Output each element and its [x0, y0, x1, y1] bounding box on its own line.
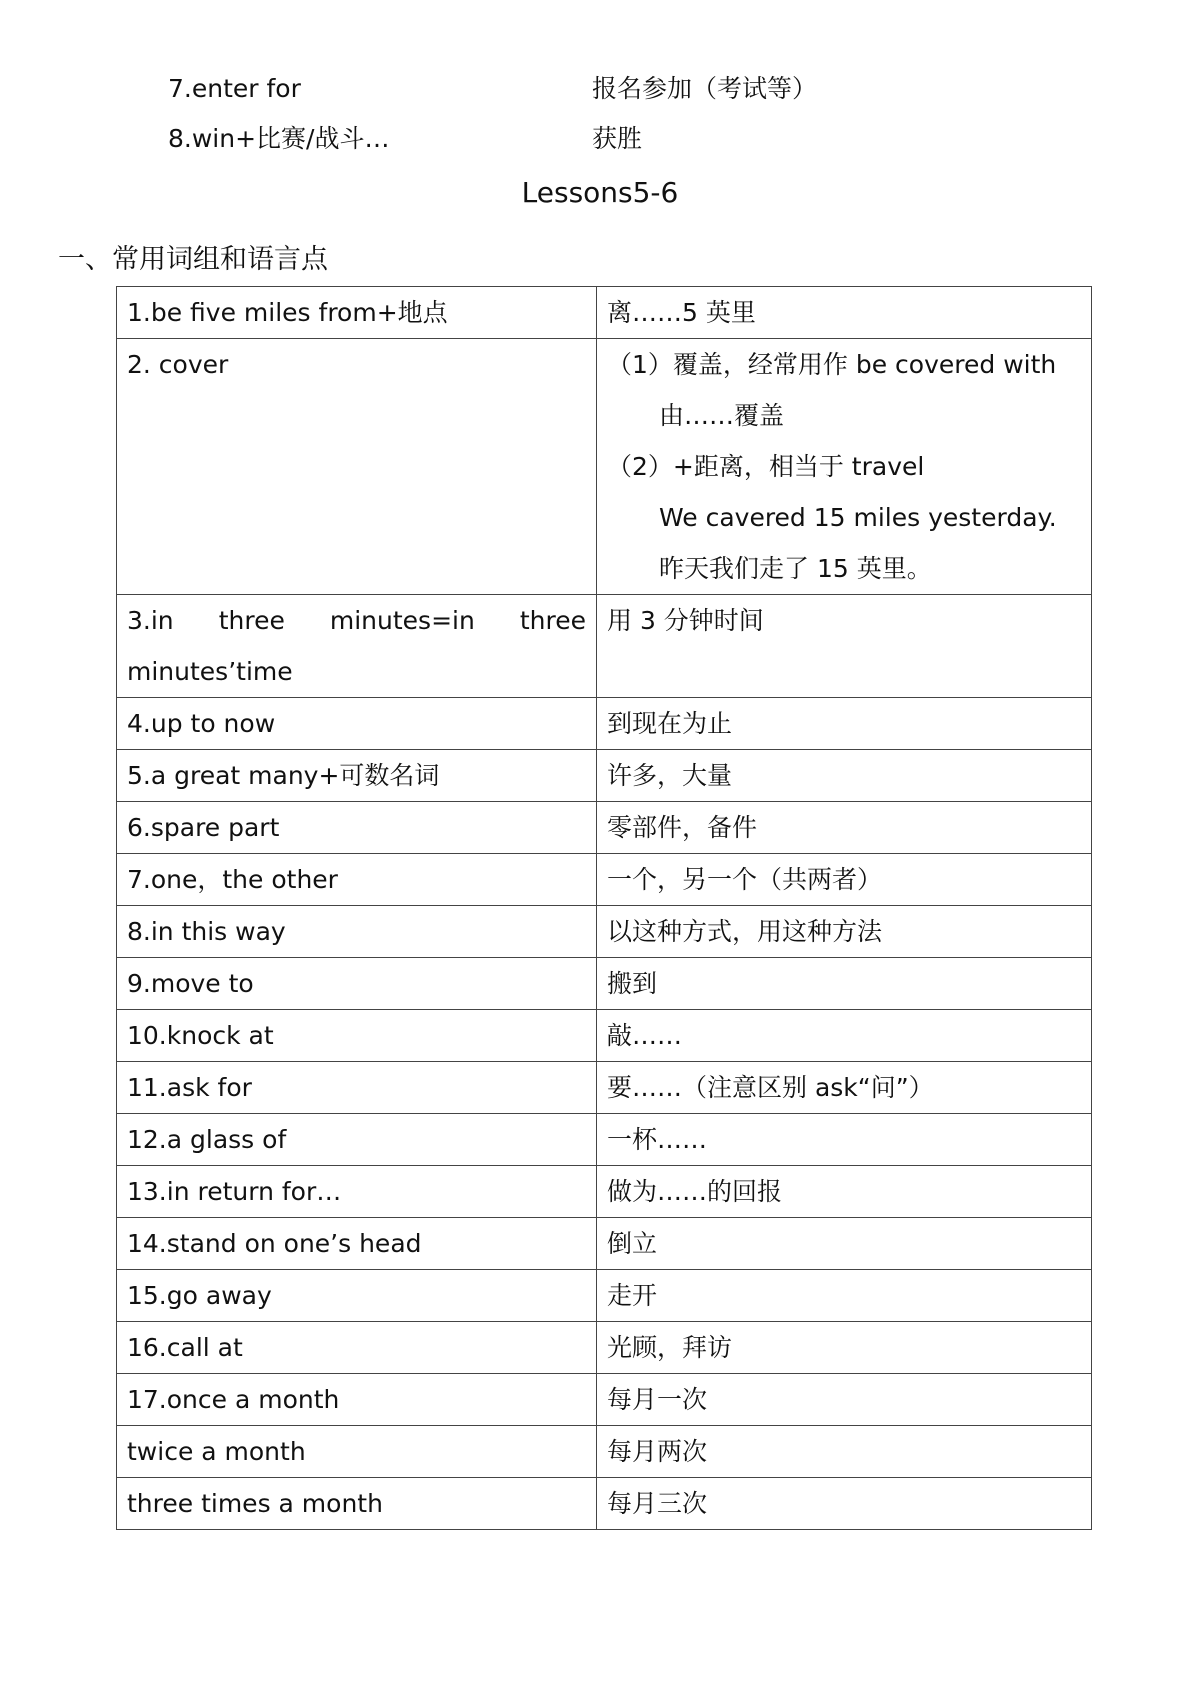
phrase-cell: 14.stand on one’s head [117, 1218, 597, 1270]
table-row [117, 698, 1092, 750]
meaning-cell: 许多，大量 [597, 750, 1092, 802]
table-row [117, 595, 1092, 698]
phrase-cell: 7.one，the other [117, 854, 597, 906]
table-row [117, 1374, 1092, 1426]
meaning-line: （2）+距离，相当于 travel [607, 452, 925, 481]
meaning-line: 由……覆盖 [659, 401, 785, 430]
table-row [117, 1270, 1092, 1322]
phrase-cell: 6.spare part [117, 802, 597, 854]
table-row [117, 1062, 1092, 1114]
meaning-cell: 每月两次 [597, 1426, 1092, 1478]
phrase-cell: 13.in return for… [117, 1166, 597, 1218]
table-row [117, 958, 1092, 1010]
meaning-line: （1）覆盖，经常用作 be covered with [607, 350, 1057, 379]
meaning-cell: 每月一次 [597, 1374, 1092, 1426]
phrase-cell: 10.knock at [117, 1010, 597, 1062]
section-heading: 一、常用词组和语言点 [58, 244, 328, 275]
phrase-cell: 5.a great many+可数名词 [117, 750, 597, 802]
meaning-cell: 光顾，拜访 [597, 1322, 1092, 1374]
meaning-cell: 搬到 [597, 958, 1092, 1010]
meaning-cell: 用 3 分钟时间 [597, 595, 1092, 698]
phrase-cell: 2. cover [117, 339, 597, 595]
phrase-cell: three times a month [117, 1478, 597, 1530]
meaning-cell: 要……（注意区别 ask“问”） [597, 1062, 1092, 1114]
table-row [117, 1010, 1092, 1062]
phrase-cell: 9.move to [117, 958, 597, 1010]
top-item-7-phrase: 7.enter for [168, 74, 301, 103]
meaning-cell: 以这种方式，用这种方法 [597, 906, 1092, 958]
meaning-cell [597, 339, 1092, 595]
top-item-8-meaning: 获胜 [592, 124, 643, 153]
table-row [117, 1322, 1092, 1374]
top-item-8-phrase: 8.win+比赛/战斗… [168, 124, 390, 153]
meaning-cell: 到现在为止 [597, 698, 1092, 750]
meaning-cell: 敲…… [597, 1010, 1092, 1062]
phrase-cell: 15.go away [117, 1270, 597, 1322]
phrase-cell: 8.in this way [117, 906, 597, 958]
table-row [117, 854, 1092, 906]
vocab-table [116, 286, 1092, 1530]
example-sentence: We cavered 15 miles yesterday. [659, 503, 1057, 532]
meaning-cell: 一个，另一个（共两者） [597, 854, 1092, 906]
page-title: Lessons5-6 [521, 176, 679, 209]
meaning-cell: 倒立 [597, 1218, 1092, 1270]
phrase-cell: 11.ask for [117, 1062, 597, 1114]
example-translation: 昨天我们走了 15 英里。 [659, 554, 932, 583]
phrase-cell: 12.a glass of [117, 1114, 597, 1166]
meaning-cell: 零部件，备件 [597, 802, 1092, 854]
table-row [117, 287, 1092, 339]
phrase-cell: 16.call at [117, 1322, 597, 1374]
meaning-cell: 走开 [597, 1270, 1092, 1322]
table-row [117, 339, 1092, 595]
table-row [117, 1478, 1092, 1530]
meaning-cell: 每月三次 [597, 1478, 1092, 1530]
table-row [117, 1166, 1092, 1218]
table-row [117, 1218, 1092, 1270]
table-row [117, 1426, 1092, 1478]
table-row [117, 1114, 1092, 1166]
phrase-cell: 4.up to now [117, 698, 597, 750]
phrase-cell: 1.be five miles from+地点 [117, 287, 597, 339]
meaning-cell: 一杯…… [597, 1114, 1092, 1166]
table-row [117, 802, 1092, 854]
table-row [117, 906, 1092, 958]
table-row [117, 750, 1092, 802]
phrase-cell: 17.once a month [117, 1374, 597, 1426]
meaning-cell: 离……5 英里 [597, 287, 1092, 339]
phrase-cell: twice a month [117, 1426, 597, 1478]
meaning-cell: 做为……的回报 [597, 1166, 1092, 1218]
top-item-7-meaning: 报名参加（考试等） [592, 74, 818, 103]
phrase-cell: 3.in three minutes=in three minutes’time [117, 595, 597, 698]
